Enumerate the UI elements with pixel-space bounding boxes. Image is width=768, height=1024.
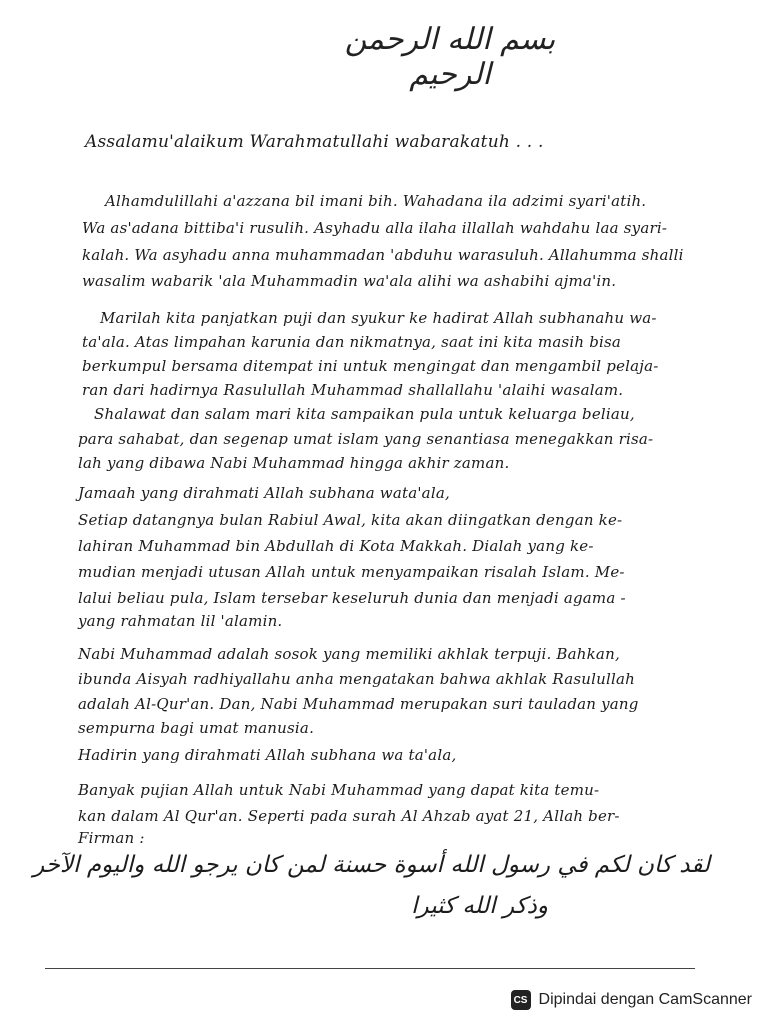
text-line: Firman :: [78, 829, 145, 847]
bismillah-heading: بسم الله الرحمن الرحيم: [344, 22, 556, 92]
text-line: yang rahmatan lil 'alamin.: [78, 612, 283, 630]
text-line: sempurna bagi umat manusia.: [78, 719, 315, 737]
text-line: lahiran Muhammad bin Abdullah di Kota Makkah. Dialah yang ke-: [78, 537, 594, 555]
camscanner-watermark: [505, 986, 758, 1014]
text-line: Wa as'adana bittiba'i rusulih. Asyhadu alla ilaha illallah wahdahu laa syari-: [82, 219, 668, 237]
greeting-line: Assalamu'alaikum Warahmatullahi wabarakatuh . . .: [85, 132, 544, 152]
text-line: para sahabat, dan segenap umat islam yang senantiasa menegakkan risa-: [78, 430, 654, 448]
text-line: lalui beliau pula, Islam tersebar keseluruh dunia dan menjadi agama -: [78, 589, 626, 607]
text-line: adalah Al-Qur'an. Dan, Nabi Muhammad merupakan suri tauladan yang: [78, 695, 639, 713]
text-line: Banyak pujian Allah untuk Nabi Muhammad yang dapat kita temu-: [78, 781, 600, 799]
text-line: mudian menjadi utusan Allah untuk menyampaikan risalah Islam. Me-: [78, 563, 625, 581]
arabic-verse-line: لقد كان لكم في رسول الله أسوة حسنة لمن كان يرجو الله واليوم الآخر: [33, 852, 710, 878]
arabic-verse-line: وذكر الله كثيرا: [411, 893, 548, 919]
text-line: Hadirin yang dirahmati Allah subhana wa ta'ala,: [78, 746, 457, 764]
text-line: lah yang dibawa Nabi Muhammad hingga akhir zaman.: [78, 454, 510, 472]
text-line: Shalawat dan salam mari kita sampaikan pula untuk keluarga beliau,: [94, 405, 635, 423]
text-line: ibunda Aisyah radhiyallahu anha mengatakan bahwa akhlak Rasulullah: [78, 670, 635, 688]
text-line: Marilah kita panjatkan puji dan syukur ke hadirat Allah subhanahu wa-: [100, 309, 657, 327]
text-line: kalah. Wa asyhadu anna muhammadan 'abduhu warasuluh. Allahumma shalli: [82, 246, 684, 264]
text-line: Alhamdulillahi a'azzana bil imani bih. Wahadana ila adzimi syari'atih.: [105, 192, 647, 210]
text-line: ran dari hadirnya Rasulullah Muhammad shallallahu 'alaihi wasalam.: [82, 381, 624, 399]
text-line: Nabi Muhammad adalah sosok yang memiliki akhlak terpuji. Bahkan,: [78, 645, 620, 663]
text-line: ta'ala. Atas limpahan karunia dan nikmatnya, saat ini kita masih bisa: [82, 333, 622, 351]
text-line: Jamaah yang dirahmati Allah subhana wata'ala,: [78, 484, 450, 502]
text-line: wasalim wabarik 'ala Muhammadin wa'ala alihi wa ashabihi ajma'in.: [82, 272, 617, 290]
page-bottom-edge: [45, 968, 695, 969]
text-line: berkumpul bersama ditempat ini untuk mengingat dan mengambil pelaja-: [82, 357, 659, 375]
watermark-text: Dipindai dengan CamScanner: [538, 991, 752, 1008]
text-line: kan dalam Al Qur'an. Seperti pada surah Al Ahzab ayat 21, Allah ber-: [78, 807, 620, 825]
text-line: Setiap datangnya bulan Rabiul Awal, kita akan diingatkan dengan ke-: [78, 511, 623, 529]
camscanner-logo-icon: CS: [511, 990, 531, 1010]
